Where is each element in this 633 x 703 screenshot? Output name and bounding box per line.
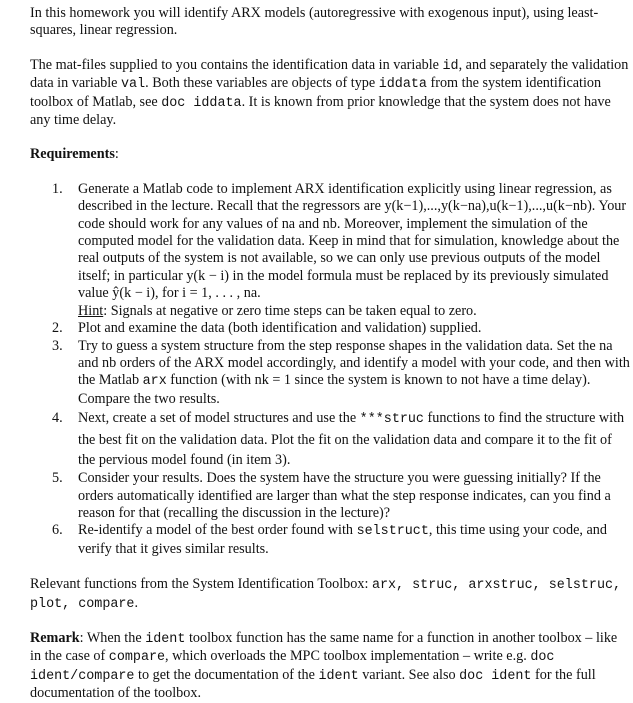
code-doc-iddata: doc iddata — [161, 95, 242, 111]
code-ident: ident — [145, 631, 186, 647]
relevant-text-2: . — [134, 594, 139, 611]
item-number: 4. — [52, 410, 63, 427]
code-struc: ***struc — [359, 412, 424, 428]
requirements-list — [30, 181, 631, 558]
item-number: 2. — [52, 320, 63, 337]
mat-text-5: . It is known from prior knowledge that the system does not have any time delay. — [30, 93, 611, 129]
item-text: Generate a Matlab code to implement ARX identification explicitly using linear regression, as described in the lecture. Recall that the regressors are y(k−1),...,y(k−na),u(k−1),...,u(k−nb). Your code should work for any values of na and nb. Moreover, implement the simulation of the computed model for the validation data. Keep in mind that for simulation, knowledge about the real outputs of the system is not available, so we can only use previous outputs of the model itself; in particular y(k − i) in the model formula must be replaced by its previously simulated value ŷ(k − i), for i = 1, . . . , na. — [78, 180, 627, 302]
code-function-list: arx, struc, arxstruc, selstruc, plot, compare — [30, 578, 622, 612]
remark-label: Remark — [30, 629, 80, 646]
remark-paragraph — [30, 630, 631, 703]
mat-text-1: The mat-files supplied to you contains the identification data in variable — [30, 56, 443, 73]
code-arx: arx — [142, 374, 167, 390]
mat-text-3: . Both these variables are objects of type — [145, 75, 379, 92]
remark-text-3: , which overloads the MPC toolbox implementation – write e.g. — [165, 648, 531, 665]
mat-files-paragraph — [30, 57, 631, 130]
item-text-2: , this time using your code, and verify that it gives similar results. — [78, 522, 607, 557]
code-doc-ident-compare: doc ident/compare — [30, 650, 555, 684]
relevant-functions-paragraph — [30, 576, 631, 613]
mat-text-4: from the system identification toolbox of Matlab, see — [30, 75, 602, 110]
item-number: 1. — [52, 180, 63, 197]
code-val: val — [121, 77, 146, 93]
item-text-2: function (with nk = 1 since the system is known to not have a time delay). Compare the two results. — [78, 372, 591, 407]
item-number: 3. — [52, 337, 63, 354]
requirement-item-5 — [52, 470, 631, 522]
requirement-item-3 — [52, 337, 631, 409]
remark-text-5: variant. See also — [358, 666, 460, 683]
item-text-1: Re-identify a model of the best order found with — [78, 522, 357, 539]
hint-label: Hint — [78, 302, 104, 319]
remark-text-4: to get the documentation of the — [134, 666, 319, 683]
code-compare: compare — [108, 650, 166, 666]
code-doc-ident: doc ident — [459, 668, 532, 684]
remark-text-6: for the full documentation of the toolbox. — [30, 666, 596, 702]
item-text-1: Try to guess a system structure from the step response shapes in the validation data. Set the na and nb orders of the ARX model accordingly, and identify a model with your code, and then with the Matlab — [78, 337, 630, 389]
code-ident-variant: ident — [318, 668, 359, 684]
code-selstruct: selstruct — [356, 524, 429, 540]
remark-text-1: : When the — [79, 629, 146, 646]
requirements-title: Requirements — [30, 146, 115, 163]
item-text: Plot and examine the data (both identification and validation) supplied. — [78, 320, 482, 337]
code-id: id — [442, 58, 459, 74]
item-text-2: functions to find the structure with the best fit on the validation data. Plot the fit on the validation data and compare it to the fit of the pervious model found (in item 3). — [78, 410, 625, 469]
mat-text-2: , and separately the validation data in variable — [30, 56, 629, 92]
relevant-text-1: Relevant functions from the System Identification Toolbox: — [30, 576, 372, 593]
item-text-1: Next, create a set of model structures and use the — [78, 410, 360, 427]
requirement-item-2 — [52, 320, 631, 337]
intro-paragraph: In this homework you will identify ARX models (autoregressive with exogenous input), using least-squares, linear regression. — [30, 5, 599, 39]
requirements-colon: : — [114, 146, 119, 163]
requirements-heading — [30, 146, 631, 163]
requirement-item-6 — [52, 522, 631, 558]
requirement-item-1 — [52, 180, 631, 320]
code-iddata: iddata — [378, 77, 427, 93]
hint-text: : Signals at negative or zero time steps can be taken equal to zero. — [103, 302, 477, 319]
remark-text-2: toolbox function has the same name for a function in another toolbox – like in the case of — [30, 629, 618, 665]
requirement-item-4 — [52, 408, 631, 470]
item-text: Consider your results. Does the system have the structure you were guessing initially? If the orders automatically identified are larger than what the step response indicates, can you find a reason for that (recalling the discussion in the lecture)? — [78, 470, 611, 521]
item-number: 6. — [52, 522, 63, 539]
item-number: 5. — [52, 470, 63, 487]
